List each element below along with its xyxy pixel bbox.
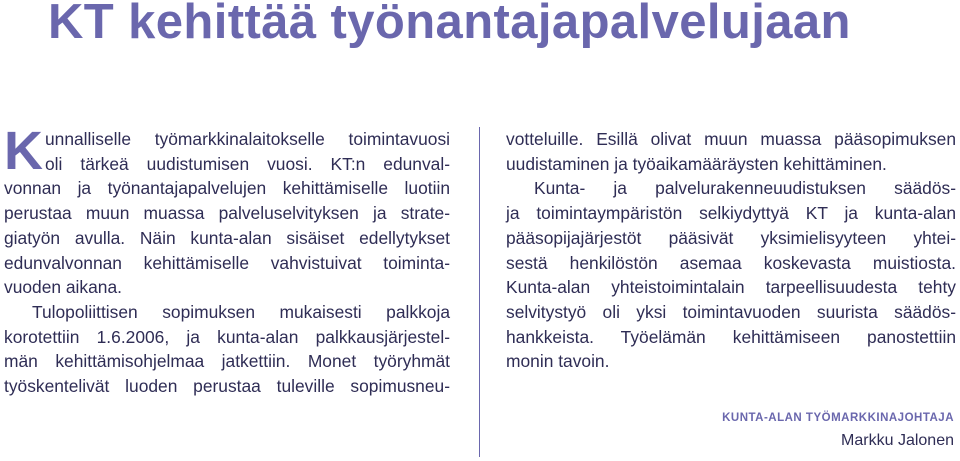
text-line: perustaa muun muassa palveluselvityksen ja strate- bbox=[4, 203, 450, 224]
column-divider bbox=[479, 127, 480, 457]
text-line: työskentelivät luoden perustaa tuleville sopimusneu- bbox=[4, 376, 450, 397]
text-line: edunvalvonnan kehittämiselle vahvistuivat toiminta- bbox=[4, 252, 450, 273]
text-line: vonnan ja työnantajapalvelujen kehittämiselle luotiin bbox=[4, 178, 450, 199]
text-line: ja toimintaympäristön selkiydyttyä KT ja kunta-alan bbox=[506, 203, 956, 224]
byline-role: KUNTA-ALAN TYÖMARKKINAJOHTAJA bbox=[722, 412, 954, 424]
text-line: selvitystyö oli yksi toimintavuoden suurista säädös- bbox=[506, 301, 956, 322]
text-line: sestä henkilöstön asemaa koskevasta muistiosta. bbox=[506, 252, 956, 273]
right-paragraph-2 bbox=[506, 176, 956, 374]
text-line: vuoden aikana. bbox=[4, 277, 122, 298]
text-line: monin tavoin. bbox=[506, 351, 610, 372]
left-paragraph-1 bbox=[4, 121, 450, 300]
text-line: pääsopijajärjestöt pääsivät yksimielisyyteen yhtei- bbox=[506, 227, 956, 248]
right-paragraph-1 bbox=[506, 127, 956, 176]
text-line: korotettiin 1.6.2006, ja kunta-alan palkkausjärjestel- bbox=[4, 326, 450, 347]
text-line: Kunta- ja palvelurakenneuudistuksen säädös- bbox=[534, 178, 956, 199]
right-column bbox=[506, 127, 956, 374]
text-line: oli tärkeä uudistumisen vuosi. KT:n edunval- bbox=[45, 153, 450, 174]
text-line: män kehittämisohjelmaa jatkettiin. Monet työryhmät bbox=[4, 351, 450, 372]
byline-name: Markku Jalonen bbox=[841, 432, 954, 449]
headline: KT kehittää työnantajapalvelujaan bbox=[48, 0, 851, 49]
left-paragraph-2 bbox=[4, 300, 450, 399]
text-line: uudistaminen ja työaikamääräysten kehittäminen. bbox=[506, 153, 887, 174]
text-line: giatyön avulla. Näin kunta-alan sisäiset edellytykset bbox=[4, 227, 450, 248]
drop-cap: K bbox=[4, 121, 43, 181]
text-line: Tulopoliittisen sopimuksen mukaisesti palkkoja bbox=[32, 301, 450, 322]
text-line: hankkeista. Työelämän kehittämiseen panostettiin bbox=[506, 326, 956, 347]
text-line: unnalliselle työmarkkinalaitokselle toimintavuosi bbox=[45, 129, 450, 149]
left-column bbox=[4, 121, 450, 399]
text-line: votteluille. Esillä olivat muun muassa pääsopimuksen bbox=[506, 129, 956, 149]
text-line: Kunta-alan yhteistoimintalain tarpeellisuudesta tehty bbox=[506, 277, 956, 298]
